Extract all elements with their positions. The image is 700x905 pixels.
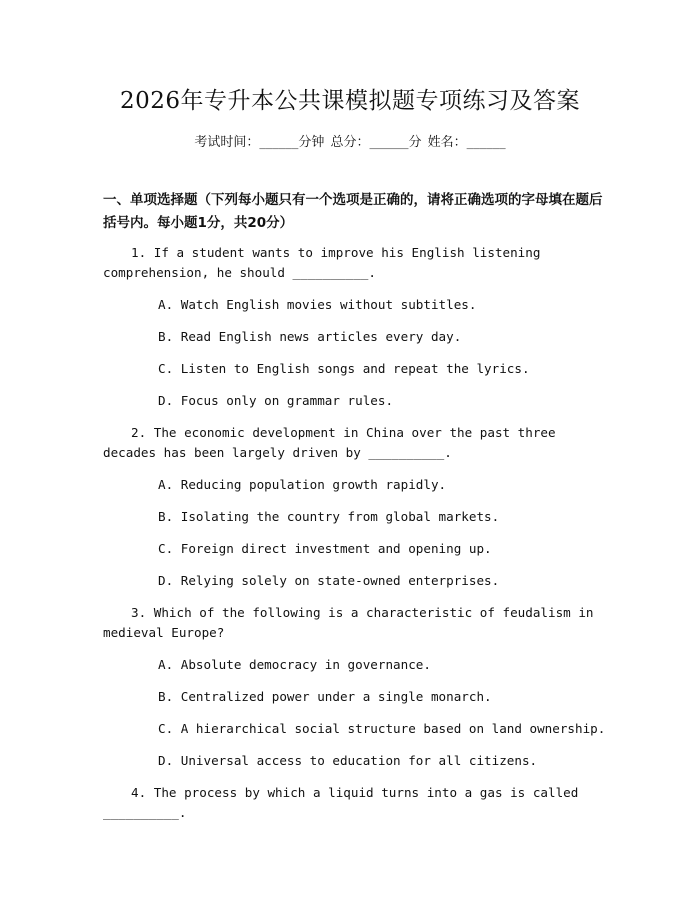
question-3-option-c: C. A hierarchical social structure based on land ownership.	[158, 721, 606, 736]
question-1-option-b: B. Read English news articles every day.	[158, 329, 462, 344]
question-3: 3. Which of the following is a characteristic of feudalism in medieval Europe?	[103, 605, 594, 640]
question-1: 1. If a student wants to improve his English listening comprehension, he should __________.	[103, 245, 541, 280]
question-1-option-a: A. Watch English movies without subtitles.	[158, 297, 477, 312]
question-2-option-d: D. Relying solely on state-owned enterprises.	[158, 573, 500, 588]
page-title: 2026年专升本公共课模拟题专项练习及答案	[119, 88, 581, 114]
question-3-option-b: B. Centralized power under a single monarch.	[158, 689, 492, 704]
question-2: 2. The economic development in China over the past three decades has been largely driven by __________.	[103, 425, 556, 460]
question-3-option-d: D. Universal access to education for all citizens.	[158, 753, 538, 768]
question-3-option-a: A. Absolute democracy in governance.	[158, 657, 431, 672]
section-heading: 一、单项选择题（下列每小题只有一个选项是正确的，请将正确选项的字母填在题后括号内。每小题1分，共20分）	[103, 192, 603, 231]
question-1-option-d: D. Focus only on grammar rules.	[158, 393, 394, 408]
question-4: 4. The process by which a liquid turns into a gas is called __________.	[103, 785, 579, 820]
question-2-option-c: C. Foreign direct investment and opening up.	[158, 541, 492, 556]
question-2-option-b: B. Isolating the country from global markets.	[158, 509, 500, 524]
question-2-option-a: A. Reducing population growth rapidly.	[158, 477, 447, 492]
exam-info-line: 考试时间：______分钟 总分：______分 姓名：______	[194, 135, 506, 150]
question-1-option-c: C. Listen to English songs and repeat the lyrics.	[158, 361, 530, 376]
